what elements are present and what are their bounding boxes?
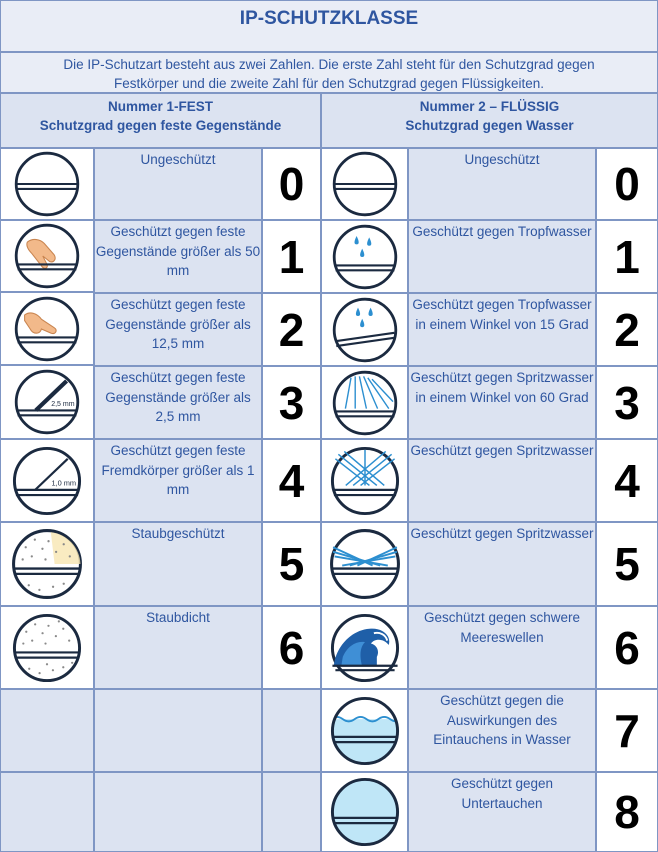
liquid-desc-0: Ungeschützt bbox=[408, 148, 596, 220]
liquid-num-8: 8 bbox=[596, 772, 658, 852]
liquid-desc-7: Geschützt gegen die Auswirkungen des Eintauchens in Wasser bbox=[408, 689, 596, 772]
empty-cell bbox=[94, 772, 262, 852]
submersion-icon bbox=[321, 772, 408, 852]
spray-60deg-icon bbox=[321, 366, 408, 439]
empty-cell bbox=[94, 689, 262, 772]
solid-num-0: 0 bbox=[262, 148, 321, 220]
icon-label-1-0mm: 1,0 mm bbox=[51, 477, 77, 487]
liquid-desc-2: Geschützt gegen Tropfwasser in einem Winkel von 15 Grad bbox=[408, 293, 596, 366]
liquid-desc-4: Geschützt gegen Spritzwasser bbox=[408, 439, 596, 522]
empty-cell bbox=[0, 772, 94, 852]
liquid-num-2: 2 bbox=[596, 293, 658, 366]
dripping-water-15deg-icon bbox=[321, 293, 408, 366]
hand-icon bbox=[0, 220, 94, 292]
empty-cell bbox=[262, 689, 321, 772]
solid-desc-3: Geschützt gegen feste Gegenstände größer als 2,5 mm bbox=[94, 366, 262, 439]
solid-desc-4: Geschützt gegen feste Fremdkörper größer als 1 mm bbox=[94, 439, 262, 522]
heavy-seas-icon bbox=[321, 606, 408, 689]
liquid-num-0: 0 bbox=[596, 148, 658, 220]
finger-icon bbox=[0, 292, 94, 365]
unprotected-icon bbox=[0, 148, 94, 220]
liquid-column-header bbox=[321, 93, 658, 148]
empty-cell bbox=[262, 772, 321, 852]
solid-num-2: 2 bbox=[262, 293, 321, 366]
empty-cell bbox=[0, 689, 94, 772]
solid-num-1: 1 bbox=[262, 220, 321, 293]
solid-desc-0: Ungeschützt bbox=[94, 148, 262, 220]
solid-desc-5: Staubgeschützt bbox=[94, 522, 262, 606]
liquid-num-1: 1 bbox=[596, 220, 658, 293]
solid-num-3: 3 bbox=[262, 366, 321, 439]
solid-num-5: 5 bbox=[262, 522, 321, 606]
dripping-water-icon bbox=[321, 220, 408, 293]
liquid-num-7: 7 bbox=[596, 689, 658, 772]
solid-column-header bbox=[0, 93, 321, 148]
liquid-desc-6: Geschützt gegen schwere Meereswellen bbox=[408, 606, 596, 689]
solid-desc-1: Geschützt gegen feste Gegenstände größer als 50 mm bbox=[94, 220, 262, 293]
liquid-desc-1: Geschützt gegen Tropfwasser bbox=[408, 220, 596, 293]
solid-header-line2: Schutzgrad gegen feste Gegenstände bbox=[39, 118, 282, 133]
page-title: IP-SCHUTZKLASSE bbox=[0, 0, 658, 52]
liquid-num-4: 4 bbox=[596, 439, 658, 522]
intro-text: Die IP-Schutzart besteht aus zwei Zahlen. Die erste Zahl steht für den Schutzgrad gegen Festkörper und die zweite Zahl für den Schutzgrad gegen Flüssigkeiten. bbox=[0, 52, 658, 93]
solid-desc-6: Staubdicht bbox=[94, 606, 262, 689]
liquid-desc-8: Geschützt gegen Untertauchen bbox=[408, 772, 596, 852]
liquid-num-5: 5 bbox=[596, 522, 658, 606]
liquid-header-line1: Nummer 2 – FLÜSSIG bbox=[419, 99, 560, 114]
icon-label-2-5mm: 2,5 mm bbox=[51, 401, 75, 409]
solid-header-line1: Nummer 1-FEST bbox=[107, 99, 214, 114]
immersion-icon bbox=[321, 689, 408, 772]
solid-desc-2: Geschützt gegen feste Gegenstände größer als 12,5 mm bbox=[94, 293, 262, 366]
splash-water-icon bbox=[321, 439, 408, 522]
water-jet-icon bbox=[321, 522, 408, 606]
liquid-header-line2: Schutzgrad gegen Wasser bbox=[405, 118, 574, 133]
dust-tight-icon bbox=[0, 606, 94, 689]
liquid-num-3: 3 bbox=[596, 366, 658, 439]
liquid-num-6: 6 bbox=[596, 606, 658, 689]
liquid-desc-3: Geschützt gegen Spritzwasser in einem Winkel von 60 Grad bbox=[408, 366, 596, 439]
unprotected-icon bbox=[321, 148, 408, 220]
tool-2-5mm-icon bbox=[0, 365, 94, 439]
dust-protected-icon bbox=[0, 522, 94, 606]
solid-num-4: 4 bbox=[262, 439, 321, 522]
wire-1-0mm-icon bbox=[0, 439, 94, 522]
liquid-desc-5: Geschützt gegen Spritzwasser bbox=[408, 522, 596, 606]
solid-num-6: 6 bbox=[262, 606, 321, 689]
